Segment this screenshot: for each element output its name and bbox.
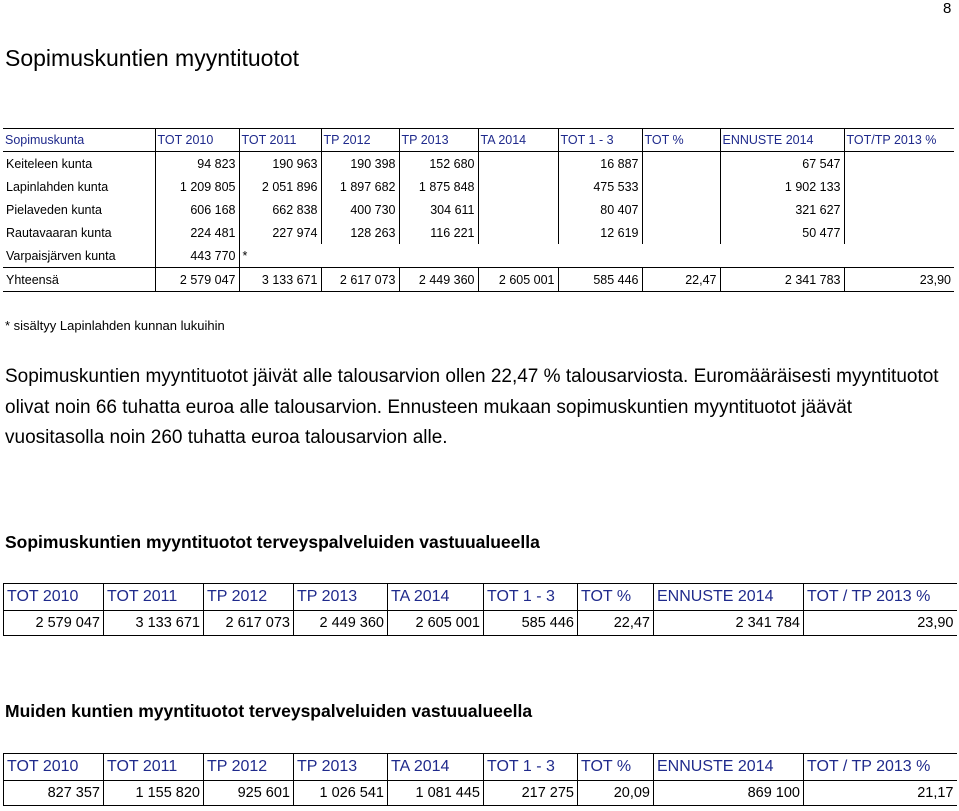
column-header: TA 2014 — [388, 754, 484, 781]
summary-paragraph: Sopimuskuntien myyntituotot jäivät alle talousarvion ollen 22,47 % talousarviosta. Euromääräisesti myyntituotot olivat noin 66 tuhatta euroa alle talousarvion. Ennusteen mukaan sopimuskuntien myyntituotot jäävät vuositasolla noin 260 tuhatta euroa talousarvion alle. — [5, 366, 939, 448]
table-cell — [642, 175, 720, 198]
municipality-name: Rautavaaran kunta — [3, 221, 155, 244]
table-cell: 1 155 820 — [104, 781, 204, 806]
table-cell: 2 449 360 — [399, 268, 478, 292]
table-cell: 2 341 783 — [720, 268, 844, 292]
column-header: TOT 1 - 3 — [558, 129, 642, 152]
table-header-row — [4, 584, 957, 611]
table-cell: 827 357 — [4, 781, 104, 806]
table-cell — [478, 198, 558, 221]
column-header: TOT % — [578, 584, 654, 611]
table-cell: 94 823 — [155, 152, 239, 176]
other-health-table — [3, 753, 957, 806]
column-header: TOT 2010 — [155, 129, 239, 152]
table-cell — [321, 244, 399, 268]
table-cell: 116 221 — [399, 221, 478, 244]
column-header: TOT 1 - 3 — [484, 754, 578, 781]
table-cell — [720, 244, 844, 268]
table-cell — [642, 152, 720, 176]
table-cell: 606 168 — [155, 198, 239, 221]
table-cell: 190 398 — [321, 152, 399, 176]
footnote: * sisältyy Lapinlahden kunnan lukuihin — [5, 318, 225, 333]
table-cell: 1 026 541 — [294, 781, 388, 806]
table-cell: 22,47 — [642, 268, 720, 292]
table-cell — [478, 244, 558, 268]
table-cell: 152 680 — [399, 152, 478, 176]
table-cell: 2 579 047 — [4, 611, 104, 636]
table-cell: 400 730 — [321, 198, 399, 221]
table-cell: 128 263 — [321, 221, 399, 244]
column-header: TP 2012 — [204, 584, 294, 611]
table-cell: 67 547 — [720, 152, 844, 176]
footnote-marker: * — [239, 244, 321, 268]
table-header-row — [3, 129, 954, 152]
section-heading-other-health: Muiden kuntien myyntituotot terveyspalveluiden vastuualueella — [5, 701, 533, 721]
column-header: ENNUSTE 2014 — [720, 129, 844, 152]
table-cell: 3 133 671 — [104, 611, 204, 636]
table-cell — [478, 221, 558, 244]
column-header: TP 2013 — [399, 129, 478, 152]
table-cell — [478, 152, 558, 176]
table-cell — [844, 152, 954, 176]
column-header: ENNUSTE 2014 — [654, 584, 804, 611]
column-header: TOT 1 - 3 — [484, 584, 578, 611]
table-cell: 1 875 848 — [399, 175, 478, 198]
table-cell: 1 897 682 — [321, 175, 399, 198]
table-cell: 1 081 445 — [388, 781, 484, 806]
table-cell: 2 605 001 — [478, 268, 558, 292]
table-cell: 2 617 073 — [321, 268, 399, 292]
contract-health-table — [3, 583, 957, 636]
table-cell — [844, 244, 954, 268]
table-cell: 2 051 896 — [239, 175, 321, 198]
total-label: Yhteensä — [3, 268, 155, 292]
table-cell: 2 605 001 — [388, 611, 484, 636]
column-header: TOT 2011 — [239, 129, 321, 152]
contract-municipalities-table — [3, 128, 954, 292]
table-cell: 443 770 — [155, 244, 239, 268]
table-row — [4, 781, 957, 806]
column-header: TP 2012 — [204, 754, 294, 781]
section-heading-contract-health: Sopimuskuntien myyntituotot terveyspalveluiden vastuualueella — [5, 532, 540, 552]
table-row — [3, 175, 954, 198]
table-cell — [399, 244, 478, 268]
table-row — [4, 611, 957, 636]
municipality-name: Lapinlahden kunta — [3, 175, 155, 198]
column-header: TP 2012 — [321, 129, 399, 152]
table-cell — [844, 198, 954, 221]
table-cell — [478, 175, 558, 198]
table-cell: 585 446 — [484, 611, 578, 636]
table-cell: 23,90 — [844, 268, 954, 292]
table-row — [3, 244, 954, 268]
column-header: ENNUSTE 2014 — [654, 754, 804, 781]
table-row — [3, 221, 954, 244]
column-header: TOT % — [578, 754, 654, 781]
table-cell: 475 533 — [558, 175, 642, 198]
table-cell: 80 407 — [558, 198, 642, 221]
column-header: TOT / TP 2013 % — [804, 754, 957, 781]
table-cell: 20,09 — [578, 781, 654, 806]
page-title: Sopimuskuntien myyntituotot — [5, 45, 300, 71]
column-header: TOT/TP 2013 % — [844, 129, 954, 152]
table-row — [3, 152, 954, 176]
table-cell — [642, 198, 720, 221]
table-row — [3, 198, 954, 221]
table-cell: 321 627 — [720, 198, 844, 221]
municipality-name: Keiteleen kunta — [3, 152, 155, 176]
table-cell — [558, 244, 642, 268]
table-cell: 12 619 — [558, 221, 642, 244]
table-cell: 22,47 — [578, 611, 654, 636]
table-cell: 925 601 — [204, 781, 294, 806]
column-header: TOT / TP 2013 % — [804, 584, 957, 611]
table-cell: 190 963 — [239, 152, 321, 176]
column-header: TA 2014 — [388, 584, 484, 611]
table-cell: 304 611 — [399, 198, 478, 221]
column-header: TP 2013 — [294, 754, 388, 781]
table-header-row — [4, 754, 957, 781]
page-number: 8 — [943, 0, 952, 17]
table-cell — [844, 221, 954, 244]
table-cell — [642, 221, 720, 244]
municipality-name: Pielaveden kunta — [3, 198, 155, 221]
table-cell: 50 477 — [720, 221, 844, 244]
table-cell: 1 209 805 — [155, 175, 239, 198]
column-header: TOT 2011 — [104, 754, 204, 781]
table-cell: 16 887 — [558, 152, 642, 176]
table-cell: 2 579 047 — [155, 268, 239, 292]
table-cell — [642, 244, 720, 268]
column-header: TP 2013 — [294, 584, 388, 611]
table-cell: 21,17 — [804, 781, 957, 806]
table-cell: 224 481 — [155, 221, 239, 244]
column-header: TA 2014 — [478, 129, 558, 152]
table-cell: 2 449 360 — [294, 611, 388, 636]
table-cell: 3 133 671 — [239, 268, 321, 292]
table-cell: 2 341 784 — [654, 611, 804, 636]
total-row — [3, 268, 954, 292]
table-cell: 1 902 133 — [720, 175, 844, 198]
column-header: TOT 2010 — [4, 584, 104, 611]
table-cell — [844, 175, 954, 198]
table-cell: 869 100 — [654, 781, 804, 806]
table-cell: 227 974 — [239, 221, 321, 244]
table-cell: 2 617 073 — [204, 611, 294, 636]
municipality-name: Varpaisjärven kunta — [3, 244, 155, 268]
column-header: TOT 2011 — [104, 584, 204, 611]
table-cell: 217 275 — [484, 781, 578, 806]
table-cell: 23,90 — [804, 611, 957, 636]
table-cell: 662 838 — [239, 198, 321, 221]
column-header: TOT % — [642, 129, 720, 152]
column-header: Sopimuskunta — [3, 129, 155, 152]
table-cell: 585 446 — [558, 268, 642, 292]
column-header: TOT 2010 — [4, 754, 104, 781]
